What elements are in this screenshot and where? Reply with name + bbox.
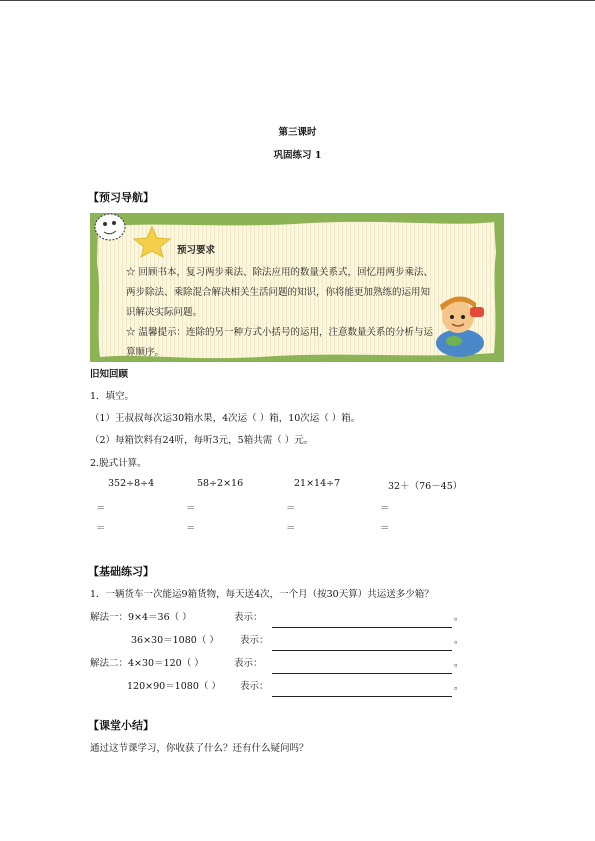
equals-3b: ＝ [286,523,296,534]
solution-4-label: 表示： [240,681,269,692]
star-icon [130,225,174,259]
solution-1-label: 表示： [234,612,263,623]
review-q2-title: 2.脱式计算。 [90,458,147,469]
solution-4-end: 。 [454,681,464,692]
basic-section-title: 【基础练习】 [88,565,154,578]
equals-2a: ＝ [186,503,196,514]
summary-section-title: 【课堂小结】 [88,719,154,732]
lesson-number: 第三课时 [278,127,317,138]
expression-3: 21×14÷7 [294,478,341,489]
solution-2-answer-line[interactable] [272,632,452,651]
review-q1-b: （2）每箱饮料有24听，每听3元，5箱共需（ ）元。 [90,435,314,446]
preview-line-2: 两步除法、乘除混合解决相关生活问题的知识，你将能更加熟练的运用知 [126,287,431,298]
preview-line-5: 算顺序。 [126,347,165,358]
preview-line-4: ☆ 温馨提示：连除的另一种方式小括号的运用，注意数量关系的分析与运 [126,327,434,338]
equals-2b: ＝ [186,523,196,534]
solution-3-end: 。 [454,658,464,669]
review-q1-a: （1）王叔叔每次运30箱水果，4次运（ ）箱，10次运（ ）箱。 [90,413,361,424]
top-rule [0,0,595,1]
preview-requirement-title: 预习要求 [177,245,216,256]
solution-2-label: 表示： [240,635,269,646]
solution-2-end: 。 [454,635,464,646]
equals-4b: ＝ [380,523,390,534]
preview-banner [90,213,504,362]
page-title: 巩固练习 1 [273,150,322,161]
solution-1-expr: 解法一：9×4＝36（ ） [90,612,192,623]
solution-3-answer-line[interactable] [272,655,452,674]
solution-1-end: 。 [454,612,464,623]
solution-1-answer-line[interactable] [272,609,452,628]
expression-2: 58÷2×16 [197,478,244,489]
expression-4: 32＋（76－45） [388,481,463,492]
equals-1b: ＝ [96,523,106,534]
solution-3-expr: 解法二：4×30＝120（ ） [90,658,204,669]
equals-4a: ＝ [380,503,390,514]
equals-1a: ＝ [96,503,106,514]
preview-line-1: ☆ 回顾书本，复习两步乘法、除法应用的数量关系式，回忆用两步乘法、 [126,267,434,278]
solution-4-expr: 120×90＝1080（ ） [127,681,221,692]
cartoon-kid-icon [430,291,492,359]
solution-4-answer-line[interactable] [272,678,452,697]
solution-2-expr: 36×30＝1080（ ） [131,635,219,646]
doodle-icon [90,209,130,245]
review-q1-title: 1．填空。 [90,391,135,402]
solution-3-label: 表示： [234,658,263,669]
summary-text: 通过这节课学习，你收获了什么？还有什么疑问吗？ [90,743,309,754]
preview-line-3: 识解决实际问题。 [126,307,203,318]
preview-section-title: 【预习导航】 [88,191,154,204]
review-title: 旧知回顾 [90,369,129,380]
equals-3a: ＝ [286,503,296,514]
basic-problem: 1．一辆货车一次能运9箱货物，每天送4次，一个月（按30天算）共运送多少箱？ [90,589,434,600]
expression-1: 352÷8÷4 [108,478,155,489]
